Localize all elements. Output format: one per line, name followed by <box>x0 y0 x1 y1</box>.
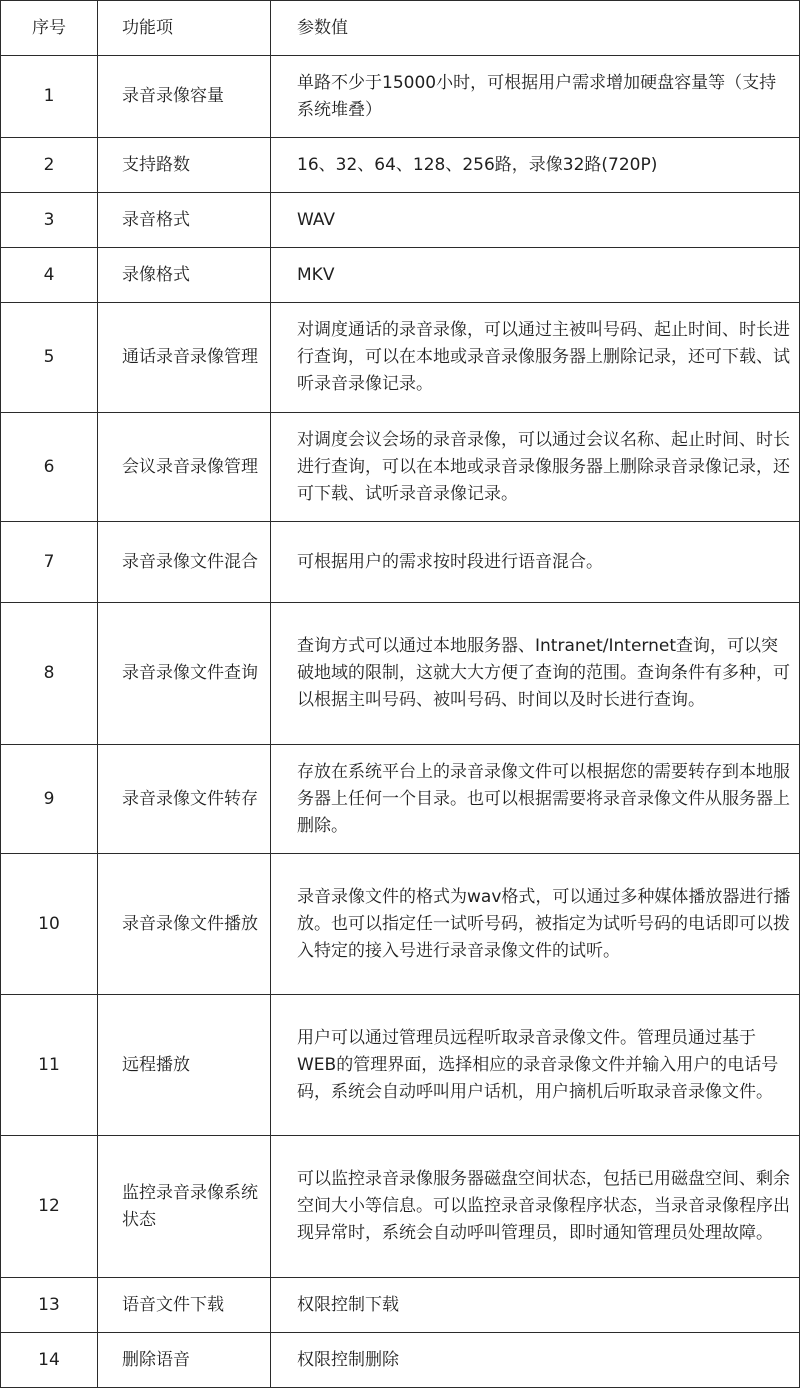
row-no: 13 <box>1 1278 98 1333</box>
header-feature: 功能项 <box>98 1 271 56</box>
row-value: 用户可以通过管理员远程听取录音录像文件。管理员通过基于WEB的管理界面，选择相应的录音录像文件并输入用户的电话号码，系统会自动呼叫用户话机，用户摘机后听取录音录像文件。 <box>271 995 800 1136</box>
row-no: 7 <box>1 522 98 603</box>
row-no: 2 <box>1 138 98 193</box>
row-no: 12 <box>1 1136 98 1278</box>
row-no: 11 <box>1 995 98 1136</box>
row-feature: 监控录音录像系统状态 <box>98 1136 271 1278</box>
row-no: 9 <box>1 745 98 854</box>
row-value: 可以监控录音录像服务器磁盘空间状态，包括已用磁盘空间、剩余空间大小等信息。可以监控录音录像程序状态，当录音录像程序出现异常时，系统会自动呼叫管理员，即时通知管理员处理故障。 <box>271 1136 800 1278</box>
row-value: 对调度通话的录音录像，可以通过主被叫号码、起止时间、时长进行查询，可以在本地或录音录像服务器上删除记录，还可下载、试听录音录像记录。 <box>271 303 800 413</box>
header-no: 序号 <box>1 1 98 56</box>
row-value: 可根据用户的需求按时段进行语音混合。 <box>271 522 800 603</box>
row-value: 16、32、64、128、256路，录像32路(720P) <box>271 138 800 193</box>
table-row <box>1 1333 800 1388</box>
row-value: 单路不少于15000小时，可根据用户需求增加硬盘容量等（支持系统堆叠） <box>271 56 800 138</box>
table-row <box>1 1136 800 1278</box>
row-feature: 支持路数 <box>98 138 271 193</box>
row-no: 8 <box>1 603 98 745</box>
row-no: 5 <box>1 303 98 413</box>
row-value: WAV <box>271 193 800 248</box>
row-value: 存放在系统平台上的录音录像文件可以根据您的需要转存到本地服务器上任何一个目录。也可以根据需要将录音录像文件从服务器上删除。 <box>271 745 800 854</box>
row-feature: 远程播放 <box>98 995 271 1136</box>
table-row <box>1 522 800 603</box>
row-no: 14 <box>1 1333 98 1388</box>
row-feature: 录音录像容量 <box>98 56 271 138</box>
table-row <box>1 138 800 193</box>
row-feature: 录音录像文件查询 <box>98 603 271 745</box>
table-row <box>1 193 800 248</box>
header-value: 参数值 <box>271 1 800 56</box>
row-feature: 录音格式 <box>98 193 271 248</box>
row-feature: 删除语音 <box>98 1333 271 1388</box>
row-value: MKV <box>271 248 800 303</box>
row-feature: 语音文件下载 <box>98 1278 271 1333</box>
row-no: 4 <box>1 248 98 303</box>
table-row <box>1 56 800 138</box>
row-no: 6 <box>1 413 98 522</box>
table-row <box>1 603 800 745</box>
table-row <box>1 995 800 1136</box>
row-feature: 通话录音录像管理 <box>98 303 271 413</box>
row-feature: 录音录像文件混合 <box>98 522 271 603</box>
header-row <box>1 1 800 56</box>
row-feature: 录像格式 <box>98 248 271 303</box>
table-row <box>1 1278 800 1333</box>
table-row <box>1 854 800 995</box>
row-value: 权限控制删除 <box>271 1333 800 1388</box>
table-row <box>1 303 800 413</box>
row-value: 权限控制下载 <box>271 1278 800 1333</box>
row-feature: 录音录像文件播放 <box>98 854 271 995</box>
table-row <box>1 745 800 854</box>
row-no: 3 <box>1 193 98 248</box>
table-row <box>1 413 800 522</box>
row-no: 10 <box>1 854 98 995</box>
row-feature: 录音录像文件转存 <box>98 745 271 854</box>
row-value: 对调度会议会场的录音录像，可以通过会议名称、起止时间、时长进行查询，可以在本地或录音录像服务器上删除录音录像记录，还可下载、试听录音录像记录。 <box>271 413 800 522</box>
row-no: 1 <box>1 56 98 138</box>
row-value: 查询方式可以通过本地服务器、Intranet/Internet查询，可以突破地域的限制，这就大大方便了查询的范围。查询条件有多种，可以根据主叫号码、被叫号码、时间以及时长进行查询。 <box>271 603 800 745</box>
table-row <box>1 248 800 303</box>
row-feature: 会议录音录像管理 <box>98 413 271 522</box>
row-value: 录音录像文件的格式为wav格式，可以通过多种媒体播放器进行播放。也可以指定任一试听号码，被指定为试听号码的电话即可以拨入特定的接入号进行录音录像文件的试听。 <box>271 854 800 995</box>
